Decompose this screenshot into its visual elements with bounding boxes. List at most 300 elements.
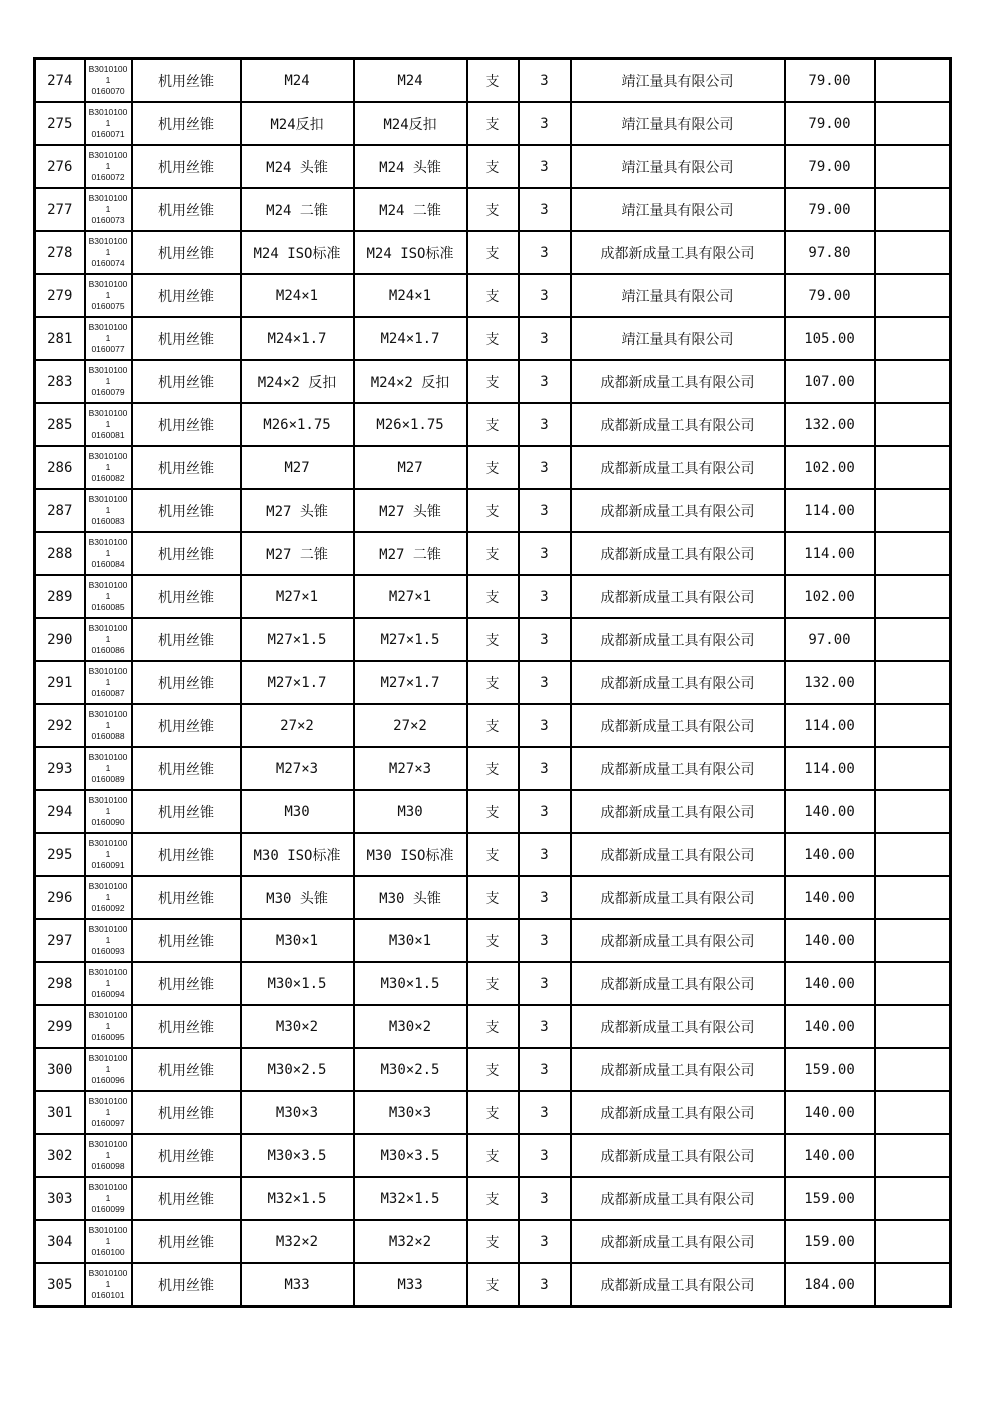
remark-cell [875,317,951,360]
remark-cell [875,618,951,661]
quantity-cell: 3 [519,962,571,1005]
item-code-line-2: 0160092 [91,903,125,913]
price-cell: 140.00 [785,790,875,833]
remark-cell [875,833,951,876]
item-code-line-2: 0160100 [91,1247,125,1257]
item-code-cell [85,1048,132,1091]
item-code-line-1: B30101001 [88,924,128,945]
unit-cell: 支 [467,446,519,489]
price-cell: 140.00 [785,833,875,876]
vendor-cell: 成都新成量工具有限公司 [571,231,785,274]
price-cell: 140.00 [785,1134,875,1177]
item-code-cell [85,274,132,317]
table-row [35,317,951,360]
quantity-cell: 3 [519,1048,571,1091]
unit-cell: 支 [467,1220,519,1263]
item-name-cell: 机用丝锥 [132,575,241,618]
row-number-cell: 287 [35,489,85,532]
table-row [35,145,951,188]
vendor-cell: 靖江量具有限公司 [571,274,785,317]
item-name-cell: 机用丝锥 [132,1091,241,1134]
item-code-line-2: 0160073 [91,215,125,225]
quantity-cell: 3 [519,532,571,575]
item-code-line-2: 0160086 [91,645,125,655]
unit-cell: 支 [467,876,519,919]
item-name-cell: 机用丝锥 [132,876,241,919]
item-code-cell [85,532,132,575]
spec-cell: M30×2.5 [241,1048,354,1091]
item-code-line-1: B30101001 [88,838,128,859]
item-code-cell [85,1091,132,1134]
unit-cell: 支 [467,833,519,876]
item-name-cell: 机用丝锥 [132,403,241,446]
item-code-line-1: B30101001 [88,752,128,773]
table-row [35,274,951,317]
spec-cell: M27×1.7 [241,661,354,704]
price-cell: 140.00 [785,876,875,919]
table-row [35,790,951,833]
remark-cell [875,790,951,833]
item-code-line-1: B30101001 [88,1010,128,1031]
row-number-cell: 305 [35,1263,85,1307]
model-cell: M30 [354,790,467,833]
quantity-cell: 3 [519,317,571,360]
item-code-line-2: 0160090 [91,817,125,827]
item-code-line-2: 0160071 [91,129,125,139]
quantity-cell: 3 [519,790,571,833]
model-cell: M27 [354,446,467,489]
table-row [35,876,951,919]
model-cell: M27×1.5 [354,618,467,661]
price-cell: 102.00 [785,446,875,489]
model-cell: M24×2 反扣 [354,360,467,403]
remark-cell [875,274,951,317]
row-number-cell: 279 [35,274,85,317]
remark-cell [875,1048,951,1091]
item-code-cell [85,102,132,145]
row-number-cell: 292 [35,704,85,747]
item-code-line-2: 0160077 [91,344,125,354]
vendor-cell: 成都新成量工具有限公司 [571,1091,785,1134]
item-code-line-1: B30101001 [88,1053,128,1074]
vendor-cell: 成都新成量工具有限公司 [571,1005,785,1048]
unit-cell: 支 [467,403,519,446]
quantity-cell: 3 [519,188,571,231]
model-cell: M30 头锥 [354,876,467,919]
item-name-cell: 机用丝锥 [132,1220,241,1263]
item-code-line-1: B30101001 [88,580,128,601]
vendor-cell: 成都新成量工具有限公司 [571,1048,785,1091]
item-code-line-1: B30101001 [88,236,128,257]
item-code-cell [85,618,132,661]
row-number-cell: 277 [35,188,85,231]
table-row [35,532,951,575]
item-code-line-2: 0160084 [91,559,125,569]
quantity-cell: 3 [519,747,571,790]
item-name-cell: 机用丝锥 [132,962,241,1005]
table-row [35,919,951,962]
model-cell: M30×2.5 [354,1048,467,1091]
remark-cell [875,919,951,962]
model-cell: M24 头锥 [354,145,467,188]
unit-cell: 支 [467,102,519,145]
vendor-cell: 成都新成量工具有限公司 [571,403,785,446]
table-row [35,446,951,489]
table-row [35,618,951,661]
vendor-cell: 靖江量具有限公司 [571,102,785,145]
price-cell: 114.00 [785,704,875,747]
row-number-cell: 295 [35,833,85,876]
price-cell: 114.00 [785,747,875,790]
item-code-line-1: B30101001 [88,64,128,85]
vendor-cell: 成都新成量工具有限公司 [571,360,785,403]
unit-cell: 支 [467,962,519,1005]
vendor-cell: 成都新成量工具有限公司 [571,704,785,747]
table-row [35,1263,951,1307]
row-number-cell: 297 [35,919,85,962]
price-cell: 140.00 [785,919,875,962]
row-number-cell: 288 [35,532,85,575]
model-cell: M33 [354,1263,467,1307]
item-code-line-1: B30101001 [88,279,128,300]
unit-cell: 支 [467,1134,519,1177]
vendor-cell: 靖江量具有限公司 [571,59,785,103]
row-number-cell: 293 [35,747,85,790]
item-name-cell: 机用丝锥 [132,59,241,103]
item-code-line-2: 0160081 [91,430,125,440]
remark-cell [875,102,951,145]
price-cell: 140.00 [785,962,875,1005]
price-cell: 107.00 [785,360,875,403]
remark-cell [875,575,951,618]
spec-cell: M30×2 [241,1005,354,1048]
row-number-cell: 274 [35,59,85,103]
spec-cell: M24×1.7 [241,317,354,360]
unit-cell: 支 [467,575,519,618]
spec-cell: M27 头锥 [241,489,354,532]
quantity-cell: 3 [519,360,571,403]
quantity-cell: 3 [519,661,571,704]
spec-cell: M27 二锥 [241,532,354,575]
model-cell: M30×2 [354,1005,467,1048]
row-number-cell: 304 [35,1220,85,1263]
item-code-line-1: B30101001 [88,1139,128,1160]
unit-cell: 支 [467,919,519,962]
spec-cell: M30×1.5 [241,962,354,1005]
quantity-cell: 3 [519,1091,571,1134]
item-code-cell [85,360,132,403]
item-code-line-2: 0160085 [91,602,125,612]
unit-cell: 支 [467,704,519,747]
price-cell: 97.00 [785,618,875,661]
item-code-line-1: B30101001 [88,451,128,472]
spec-cell: M30×1 [241,919,354,962]
unit-cell: 支 [467,360,519,403]
spec-cell: M30 [241,790,354,833]
row-number-cell: 303 [35,1177,85,1220]
item-code-cell [85,188,132,231]
spec-cell: M30×3 [241,1091,354,1134]
table-row [35,403,951,446]
item-code-cell [85,145,132,188]
item-code-line-1: B30101001 [88,322,128,343]
price-cell: 79.00 [785,59,875,103]
table-row [35,489,951,532]
spec-cell: M24 [241,59,354,103]
item-code-line-2: 0160098 [91,1161,125,1171]
item-code-line-2: 0160099 [91,1204,125,1214]
quantity-cell: 3 [519,489,571,532]
unit-cell: 支 [467,1177,519,1220]
item-name-cell: 机用丝锥 [132,1005,241,1048]
row-number-cell: 278 [35,231,85,274]
unit-cell: 支 [467,489,519,532]
item-name-cell: 机用丝锥 [132,661,241,704]
spec-cell: M26×1.75 [241,403,354,446]
item-code-line-1: B30101001 [88,494,128,515]
price-cell: 159.00 [785,1220,875,1263]
remark-cell [875,446,951,489]
item-code-cell [85,747,132,790]
price-cell: 159.00 [785,1177,875,1220]
unit-cell: 支 [467,618,519,661]
table-row [35,661,951,704]
price-cell: 105.00 [785,317,875,360]
table-row [35,704,951,747]
row-number-cell: 290 [35,618,85,661]
spec-cell: M27×1 [241,575,354,618]
price-cell: 184.00 [785,1263,875,1307]
item-code-line-2: 0160094 [91,989,125,999]
vendor-cell: 成都新成量工具有限公司 [571,575,785,618]
table-row [35,962,951,1005]
remark-cell [875,1091,951,1134]
item-code-cell [85,704,132,747]
quantity-cell: 3 [519,403,571,446]
remark-cell [875,1005,951,1048]
remark-cell [875,489,951,532]
spec-cell: M27×1.5 [241,618,354,661]
table-row [35,747,951,790]
item-code-line-1: B30101001 [88,365,128,386]
model-cell: M32×2 [354,1220,467,1263]
item-name-cell: 机用丝锥 [132,532,241,575]
remark-cell [875,145,951,188]
item-code-cell [85,403,132,446]
model-cell: M30×3 [354,1091,467,1134]
item-code-line-1: B30101001 [88,408,128,429]
remark-cell [875,360,951,403]
spec-cell: M30 头锥 [241,876,354,919]
remark-cell [875,1134,951,1177]
model-cell: M24反扣 [354,102,467,145]
item-name-cell: 机用丝锥 [132,833,241,876]
vendor-cell: 成都新成量工具有限公司 [571,532,785,575]
remark-cell [875,876,951,919]
remark-cell [875,962,951,1005]
spec-cell: 27×2 [241,704,354,747]
unit-cell: 支 [467,231,519,274]
spec-cell: M24 头锥 [241,145,354,188]
price-cell: 132.00 [785,403,875,446]
item-code-cell [85,661,132,704]
item-code-line-2: 0160074 [91,258,125,268]
model-cell: M26×1.75 [354,403,467,446]
unit-cell: 支 [467,59,519,103]
remark-cell [875,188,951,231]
item-code-line-2: 0160097 [91,1118,125,1128]
remark-cell [875,403,951,446]
item-code-cell [85,919,132,962]
unit-cell: 支 [467,790,519,833]
quantity-cell: 3 [519,59,571,103]
vendor-cell: 成都新成量工具有限公司 [571,489,785,532]
item-name-cell: 机用丝锥 [132,618,241,661]
item-code-cell [85,790,132,833]
unit-cell: 支 [467,1263,519,1307]
spec-cell: M24反扣 [241,102,354,145]
item-code-line-2: 0160079 [91,387,125,397]
table-row [35,575,951,618]
table-body [35,59,951,1307]
quantity-cell: 3 [519,102,571,145]
table-row [35,102,951,145]
remark-cell [875,1177,951,1220]
row-number-cell: 299 [35,1005,85,1048]
row-number-cell: 285 [35,403,85,446]
item-code-cell [85,446,132,489]
item-code-line-1: B30101001 [88,1182,128,1203]
price-cell: 159.00 [785,1048,875,1091]
vendor-cell: 成都新成量工具有限公司 [571,661,785,704]
unit-cell: 支 [467,274,519,317]
unit-cell: 支 [467,1005,519,1048]
item-name-cell: 机用丝锥 [132,145,241,188]
vendor-cell: 成都新成量工具有限公司 [571,876,785,919]
vendor-cell: 成都新成量工具有限公司 [571,962,785,1005]
spec-cell: M32×2 [241,1220,354,1263]
item-code-cell [85,1177,132,1220]
row-number-cell: 294 [35,790,85,833]
model-cell: M27 头锥 [354,489,467,532]
item-code-line-2: 0160101 [91,1290,125,1300]
model-cell: M27×1 [354,575,467,618]
item-name-cell: 机用丝锥 [132,790,241,833]
item-code-cell [85,833,132,876]
item-code-line-1: B30101001 [88,1096,128,1117]
price-cell: 114.00 [785,489,875,532]
item-code-line-1: B30101001 [88,709,128,730]
quantity-cell: 3 [519,231,571,274]
price-cell: 79.00 [785,145,875,188]
remark-cell [875,704,951,747]
remark-cell [875,1263,951,1307]
table-row [35,188,951,231]
item-code-cell [85,1263,132,1307]
spec-cell: M30×3.5 [241,1134,354,1177]
row-number-cell: 300 [35,1048,85,1091]
vendor-cell: 成都新成量工具有限公司 [571,790,785,833]
price-table [33,57,952,1308]
row-number-cell: 302 [35,1134,85,1177]
model-cell: M24 ISO标准 [354,231,467,274]
item-code-line-2: 0160095 [91,1032,125,1042]
price-cell: 102.00 [785,575,875,618]
item-code-cell [85,1005,132,1048]
quantity-cell: 3 [519,876,571,919]
table-row [35,1220,951,1263]
item-code-line-2: 0160093 [91,946,125,956]
item-code-line-1: B30101001 [88,193,128,214]
item-code-line-2: 0160091 [91,860,125,870]
vendor-cell: 成都新成量工具有限公司 [571,618,785,661]
model-cell: M27 二锥 [354,532,467,575]
item-code-line-1: B30101001 [88,150,128,171]
vendor-cell: 靖江量具有限公司 [571,188,785,231]
item-code-line-1: B30101001 [88,1268,128,1289]
model-cell: M30×1.5 [354,962,467,1005]
table-row [35,1005,951,1048]
item-code-line-2: 0160070 [91,86,125,96]
vendor-cell: 成都新成量工具有限公司 [571,747,785,790]
spec-cell: M24 ISO标准 [241,231,354,274]
model-cell: M30 ISO标准 [354,833,467,876]
item-code-cell [85,59,132,103]
item-code-cell [85,962,132,1005]
model-cell: M24×1.7 [354,317,467,360]
item-code-line-1: B30101001 [88,795,128,816]
remark-cell [875,59,951,103]
quantity-cell: 3 [519,833,571,876]
item-name-cell: 机用丝锥 [132,446,241,489]
row-number-cell: 298 [35,962,85,1005]
row-number-cell: 275 [35,102,85,145]
price-cell: 132.00 [785,661,875,704]
spec-cell: M33 [241,1263,354,1307]
table-row [35,231,951,274]
price-cell: 114.00 [785,532,875,575]
table-row [35,833,951,876]
vendor-cell: 成都新成量工具有限公司 [571,1263,785,1307]
item-name-cell: 机用丝锥 [132,1048,241,1091]
quantity-cell: 3 [519,919,571,962]
price-cell: 79.00 [785,102,875,145]
model-cell: M27×1.7 [354,661,467,704]
unit-cell: 支 [467,188,519,231]
row-number-cell: 281 [35,317,85,360]
model-cell: M24 [354,59,467,103]
item-code-line-1: B30101001 [88,666,128,687]
model-cell: 27×2 [354,704,467,747]
item-name-cell: 机用丝锥 [132,489,241,532]
remark-cell [875,231,951,274]
item-code-cell [85,876,132,919]
quantity-cell: 3 [519,1263,571,1307]
item-code-line-2: 0160087 [91,688,125,698]
row-number-cell: 291 [35,661,85,704]
price-cell: 79.00 [785,274,875,317]
price-cell: 140.00 [785,1005,875,1048]
unit-cell: 支 [467,1091,519,1134]
unit-cell: 支 [467,747,519,790]
table-row [35,59,951,103]
quantity-cell: 3 [519,704,571,747]
table-row [35,1134,951,1177]
vendor-cell: 成都新成量工具有限公司 [571,1134,785,1177]
quantity-cell: 3 [519,145,571,188]
item-code-line-2: 0160075 [91,301,125,311]
item-code-cell [85,575,132,618]
